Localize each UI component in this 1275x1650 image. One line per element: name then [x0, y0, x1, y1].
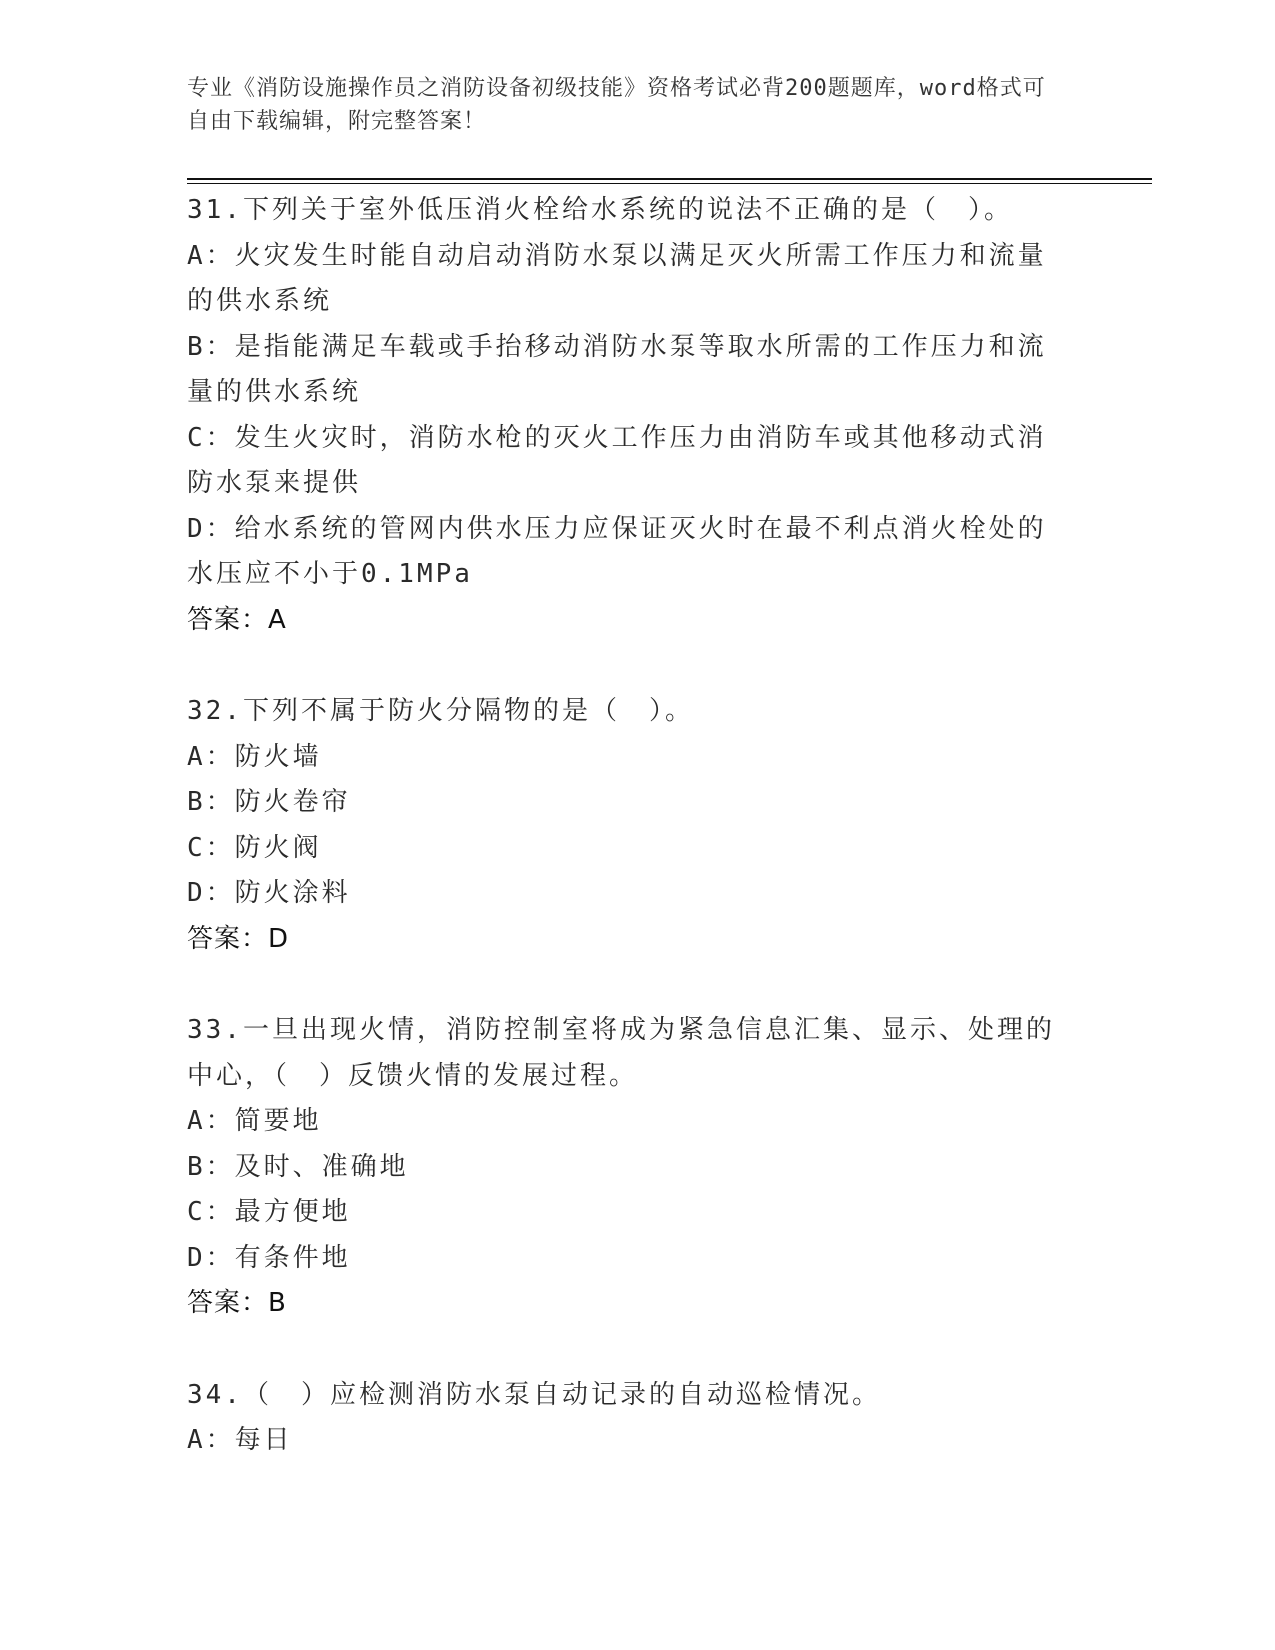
answer-label: 答案：A — [187, 604, 287, 635]
option-a: A：简要地 — [187, 1106, 322, 1136]
answer-label: 答案：D — [187, 923, 290, 954]
question-32 — [187, 689, 1072, 962]
option-c: C：发生火灾时，消防水枪的灭火工作压力由消防车或其他移动式消防水泵来提供 — [187, 422, 1047, 498]
question-stem: 32.下列不属于防火分隔物的是（ ）。 — [187, 696, 694, 726]
option-d: D：有条件地 — [187, 1242, 351, 1273]
header-divider-thick — [187, 178, 1152, 180]
option-b: B：及时、准确地 — [187, 1151, 409, 1182]
question-31 — [187, 188, 1072, 643]
question-33 — [187, 1008, 1072, 1327]
option-a: A：每日 — [187, 1425, 293, 1455]
answer-label: 答案：B — [187, 1288, 287, 1318]
header-divider-thin — [187, 183, 1152, 184]
option-a: A：火灾发生时能自动启动消防水泵以满足灭火所需工作压力和流量的供水系统 — [187, 240, 1047, 316]
option-c: C：最方便地 — [187, 1197, 351, 1227]
option-a: A：防火墙 — [187, 741, 322, 772]
option-d: D：给水系统的管网内供水压力应保证灭火时在最不利点消火栓处的水压应不小于0.1MPa — [187, 513, 1047, 589]
question-stem: 33.一旦出现火情，消防控制室将成为紧急信息汇集、显示、处理的中心，（ ）反馈火情的发展过程。 — [187, 1015, 1055, 1091]
question-34 — [187, 1373, 1072, 1464]
question-list — [187, 188, 1072, 1510]
option-d: D：防火涂料 — [187, 878, 351, 908]
option-b: B：是指能满足车载或手抬移动消防水泵等取水所需的工作压力和流量的供水系统 — [187, 331, 1047, 407]
question-stem: 31.下列关于室外低压消火栓给水系统的说法不正确的是（ ）。 — [187, 195, 1013, 225]
option-c: C：防火阀 — [187, 832, 322, 863]
document-header-note: 专业《消防设施操作员之消防设备初级技能》资格考试必背200题题库，word格式可自由下载编辑，附完整答案！ — [187, 76, 1046, 134]
question-stem: 34.（ ）应检测消防水泵自动记录的自动巡检情况。 — [187, 1379, 881, 1410]
option-b: B：防火卷帘 — [187, 787, 351, 817]
